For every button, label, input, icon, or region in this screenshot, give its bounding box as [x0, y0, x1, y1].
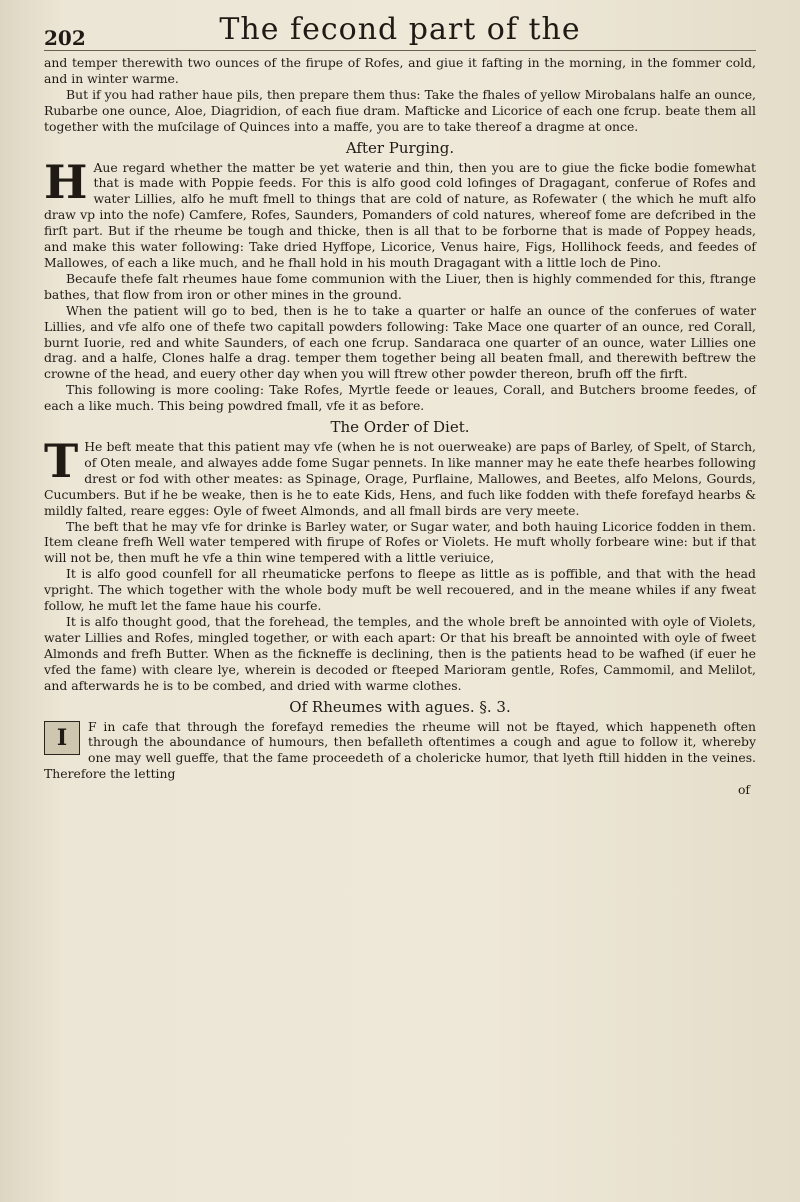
paragraph-7 [44, 434, 756, 519]
paragraph-5: When the patient will go to bed, then is he to take a quarter or halfe an ounce of the conferues of water Lillies, and vfe alfo one of thefe two capitall powders following: Take Mace one quarter of an ounce, red Corall, burnt Iuorie, red and white Saunders, of each one fcrup. Sandaraca one quarter of an ounce, water Lillies one drag. and a halfe, Clones halfe a drag. temper them together being all beaten fmall, and therewith beftrew the crowne of the head, and euery other day when you will ftrew other powder thereon, brufh off the firft. [44, 302, 756, 382]
paragraph-3-text: Aue regard whether the matter be yet waterie and thin, then you are to giue the ficke bodie fomewhat that is made with Poppie feeds. For this is alfo good cold lofinges of Dragagant, conferue of Rofes and water Lillies, alfo he muft fmell to things that are cold of nature, as Rofewater ( the which he muft alfo draw vp into the nofe) Camfere, Rofes, Saunders, Pomanders of cold natures, whereof fome are defcribed in the firſt part. But if the rheume be tough and thicke, then is all that to be forborne that is made of Poppey heads, and make this water following: Take dried Hyffope, Licorice, Venus haire, Figs, Hollihock feeds, and feedes of Mallowes, of each a like much, and he fhall hold in his mouth Dragagant with a little loch de Pino. [44, 159, 756, 270]
running-title: The fecond part of the [219, 12, 581, 47]
paragraph-11-text: F in cafe that through the forefayd remedies the rheume will not be ftayed, which happeneth often through the aboundance of humours, then befalleth oftentimes a cough and ague to follow it, whereby one may well gueffe, that the fame proceedeth of a cholericke humor, that lyeth ftill hidden in the veines. Therefore the letting [44, 718, 756, 782]
drop-cap: H [44, 154, 88, 209]
paragraph-4: Becaufe thefe falt rheumes haue fome communion with the Liuer, then is highly commended for this, ftrange bathes, that flow from iron or other mines in the ground. [44, 270, 756, 302]
paragraph-9: It is alfo good counfell for all rheumaticke perfons to fleepe as little as is poffible, and that with the head vpright. The which together with the whole body muft be well recouered, and in the meane whiles if any fweat follow, he muft let the fame haue his courfe. [44, 566, 756, 614]
paragraph-6: This following is more cooling: Take Rofes, Myrtle feede or leaues, Corall, and Butchers broome feedes, of each a like much. This being powdred fmall, vfe it as before. [44, 382, 756, 414]
page-number: 202 [44, 26, 86, 50]
paragraph-7-text: He beft meate that this patient may vfe (when he is not ouerweake) are paps of Barley, of Spelt, of Starch, of Oten meale, and alwayes adde fome Sugar pennets. In like manner may he eate thefe hearbes following drest or fod with other meates: as Spinage, Orage, Purflaine, Mallowes, and Beetes, alfo Melons, Gourds, Cucumbers. But if he be weake, then is he to eate Kids, Hens, and fuch like fodden with thefe forefayd hearbs & mildly falted, reare egges: Oyle of fweet Almonds, and all fmall birds are very meete. [44, 439, 756, 518]
paragraph-2: But if you had rather haue pils, then prepare them thus: Take the fhales of yellow Mirobalans halfe an ounce, Rubarbe one ounce, Aloe, Diagridion, of each fiue dram. Mafticke and Licorice of each one fcrup. beate them all together with the muſcilage of Quinces into a maffe, you are to take thereof a dragme at once. [44, 86, 756, 134]
section-title-rheumes-with-agues: Of Rheumes with agues. §. 3. [289, 697, 511, 716]
paragraph-11 [44, 719, 756, 783]
paragraph-1: and temper therewith two ounces of the firupe of Rofes, and giue it fafting in the morning, in the fommer cold, and in winter warme. [44, 55, 756, 86]
paragraph-8: The beft that he may vfe for drinke is Barley water, or Sugar water, and both hauing Licorice fodden in them. Item cleane frefh Well water tempered with firupe of Rofes or Violets. He muft wholly forbeare wine: but if that will not be, then muft he vfe a thin wine tempered with a little veriuice, [44, 518, 756, 566]
paragraph-3 [44, 154, 756, 271]
catchword: of [737, 782, 750, 798]
ornamental-initial: I [44, 721, 80, 755]
section-title-order-of-diet: The Order of Diet. [330, 418, 470, 437]
page-header [44, 8, 756, 51]
section-title-after-purging: After Purging. [345, 138, 455, 157]
paragraph-10: It is alfo thought good, that the forehead, the temples, and the whole breft be annointed with oyle of Violets, water Lillies and Rofes, mingled together, or with each apart: Or that his breaft be annointed with oyle of fweet Almonds and frefh Butter. When as the fickneffe is declining, then is the patients head to be wafhed (if euer he vfed the fame) with cleare lye, wherein is decoded or fteeped Marioram gentle, Rofes, Cammomil, and Melilot, and afterwards he is to be combed, and dried with warme clothes. [44, 614, 756, 693]
drop-cap: T [44, 434, 79, 489]
